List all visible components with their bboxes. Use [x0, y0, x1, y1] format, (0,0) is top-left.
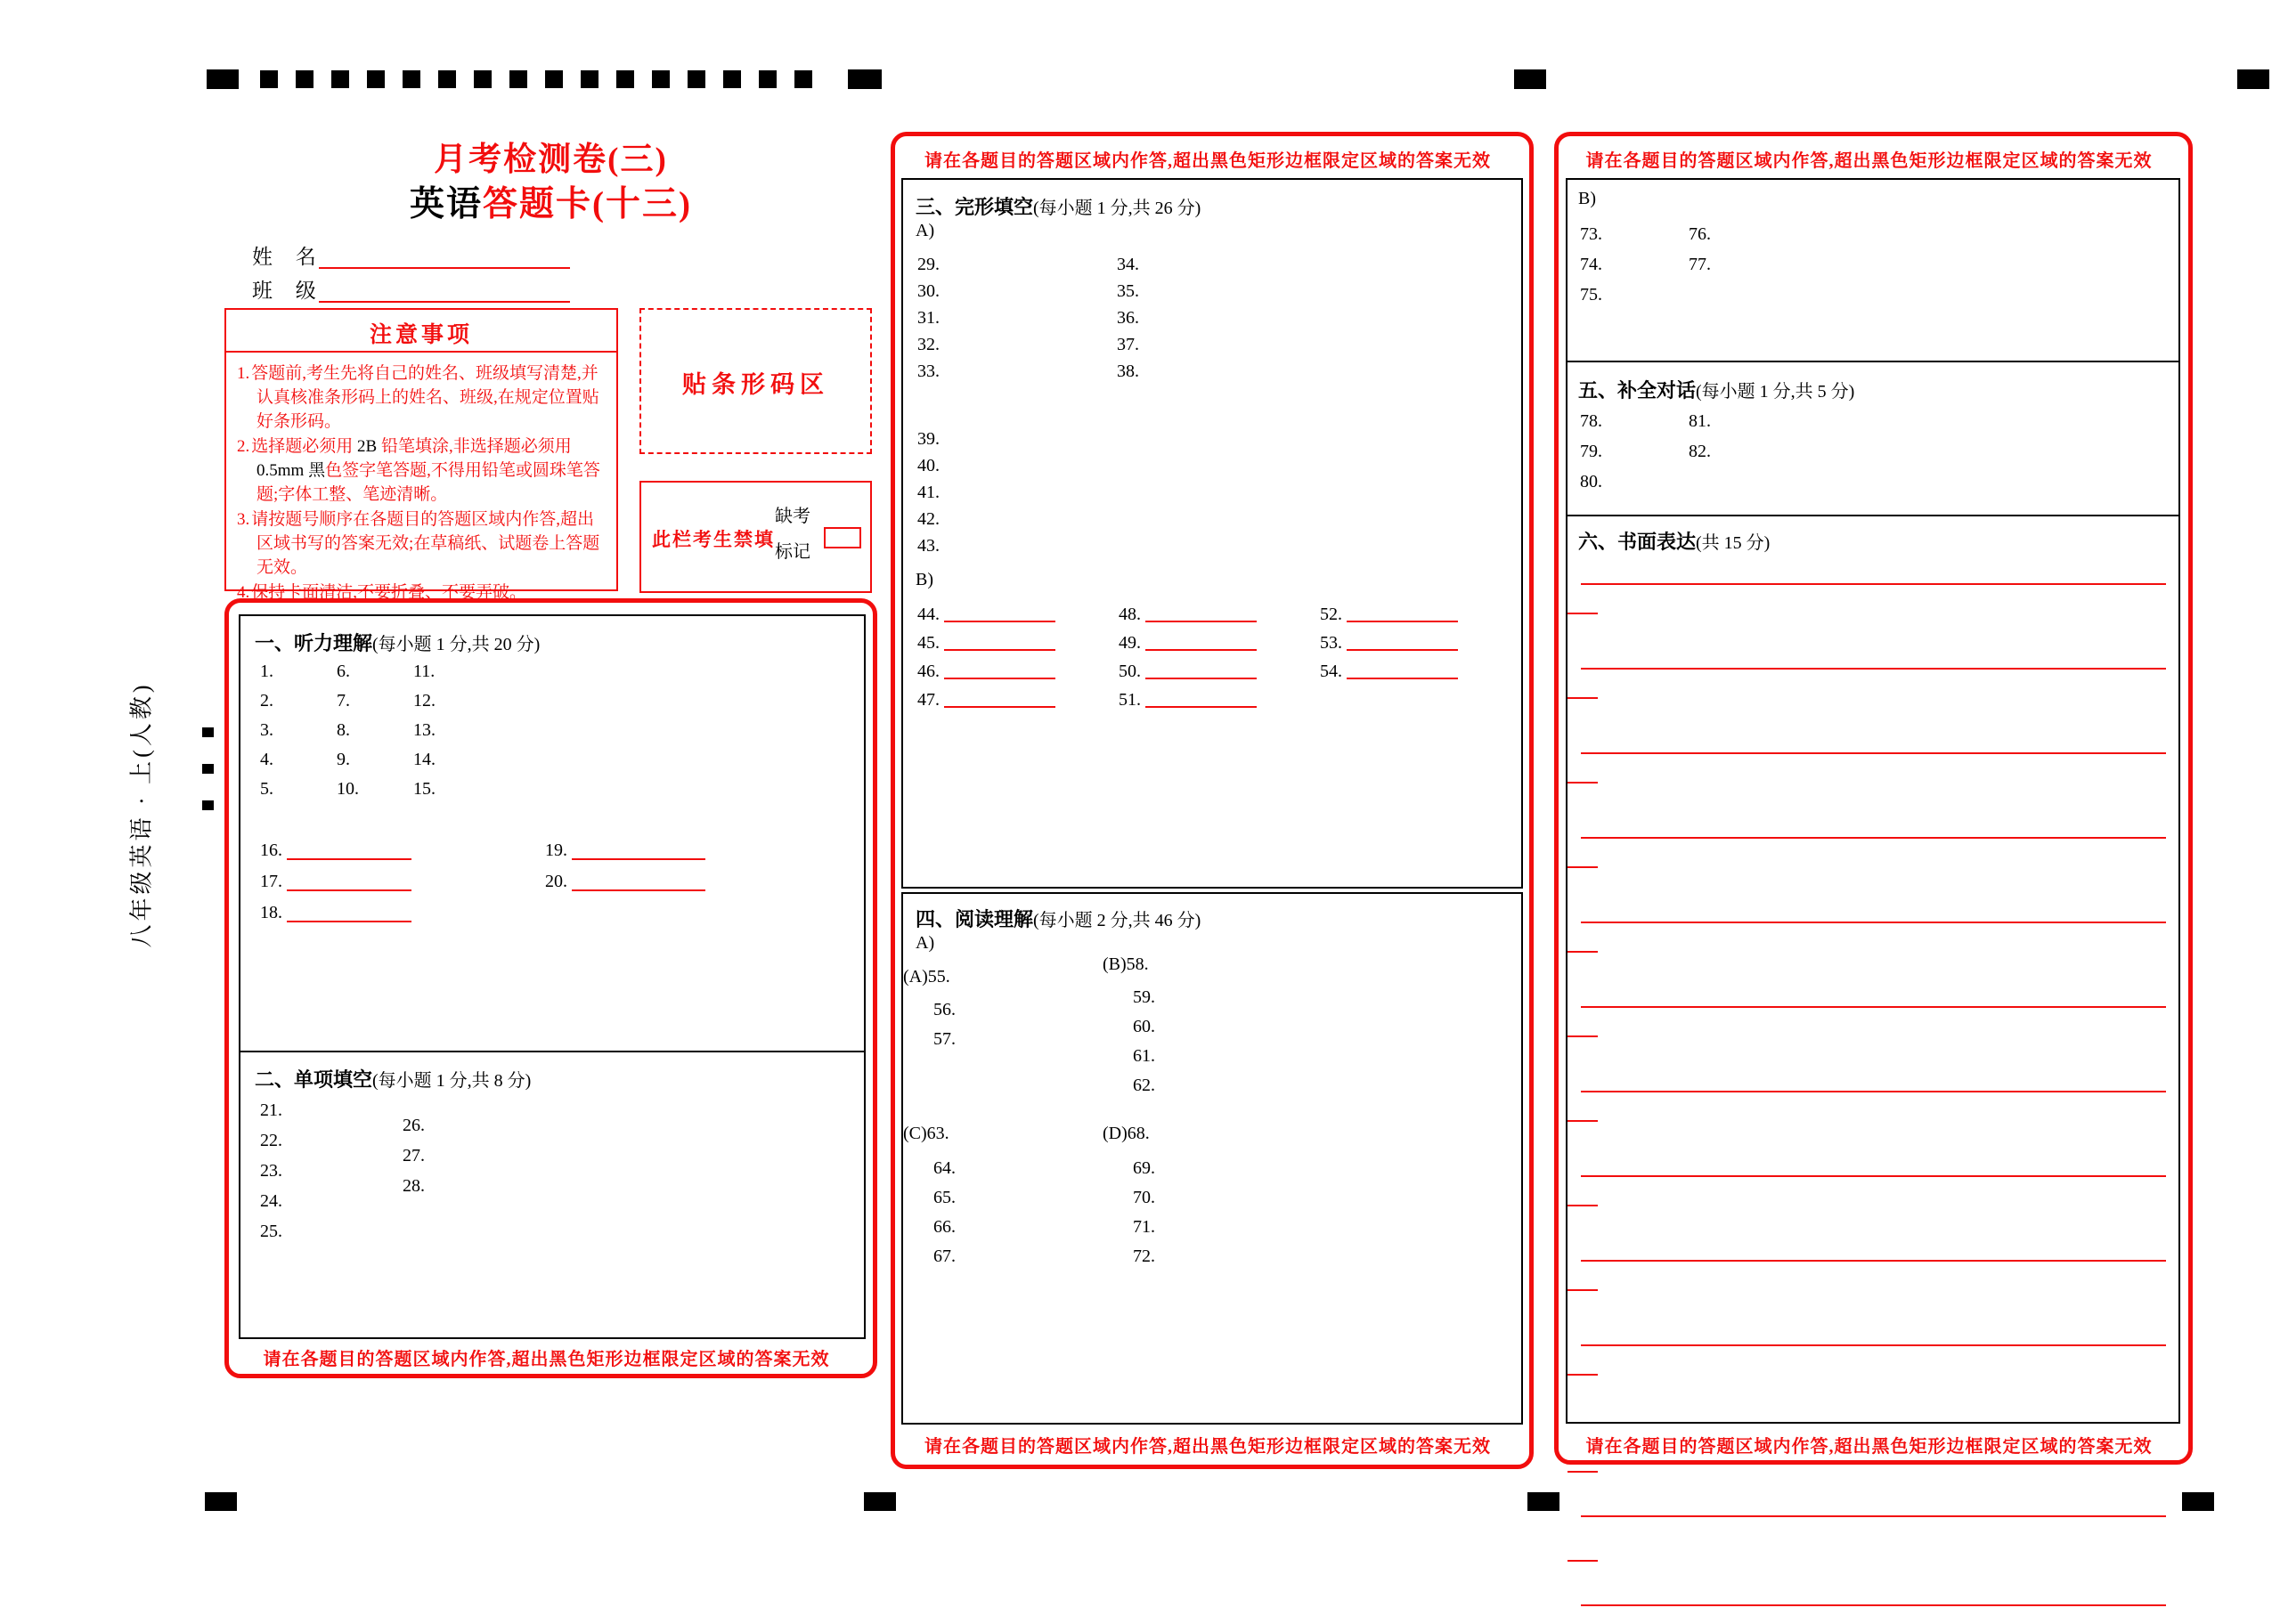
reading-group-b-head: (B)58. — [1103, 954, 1149, 974]
answer-blank-row — [1119, 657, 1257, 686]
cloze-b-col1 — [917, 600, 1055, 714]
left-box-divider — [239, 1051, 864, 1052]
notice-items — [226, 353, 616, 605]
question-number: 76. — [1689, 224, 1711, 244]
answer-blank-row — [917, 629, 1055, 657]
question-number: 44. — [917, 605, 940, 624]
answer-blank-row — [1320, 600, 1458, 629]
writing-area-lines — [1581, 583, 2166, 1384]
question-number: 14. — [413, 750, 436, 769]
answer-blank-row — [1119, 600, 1257, 629]
section-dialogue-heading: 五、补全对话(每小题 1 分,共 5 分) — [1578, 379, 1855, 402]
question-number: 23. — [260, 1161, 282, 1181]
answer-blank-line — [287, 921, 411, 922]
question-number: 33. — [917, 361, 940, 381]
question-number: 29. — [917, 255, 940, 274]
question-number: 24. — [260, 1191, 282, 1211]
question-number: 60. — [1133, 1017, 1155, 1036]
answer-blank-row — [260, 835, 411, 866]
question-number: 12. — [413, 691, 436, 710]
bottom-register-mark-1 — [205, 1492, 237, 1511]
answer-blank-row — [917, 657, 1055, 686]
question-number: 10. — [337, 779, 359, 799]
question-number: 78. — [1580, 411, 1602, 431]
writing-line-dash — [1568, 613, 1598, 614]
question-number: 13. — [413, 720, 436, 740]
question-number: 20. — [545, 872, 567, 891]
writing-line-dash — [1568, 1205, 1598, 1206]
question-number: 43. — [917, 536, 940, 556]
writing-line — [1581, 583, 2166, 585]
question-number: 28. — [403, 1176, 425, 1196]
question-number: 66. — [933, 1217, 956, 1237]
answer-blank-line — [1145, 678, 1257, 679]
question-number: 38. — [1117, 361, 1139, 381]
top-register-mark — [296, 70, 314, 88]
answer-blank-line — [1347, 649, 1458, 651]
reading-b2-col1 — [1580, 219, 1602, 310]
writing-line — [1581, 1175, 2166, 1177]
question-number: 15. — [413, 779, 436, 799]
question-number: 22. — [260, 1131, 282, 1150]
question-number: 59. — [1133, 987, 1155, 1007]
question-number: 5. — [260, 779, 273, 799]
question-number: 52. — [1320, 605, 1342, 624]
answer-blank-line — [944, 678, 1055, 679]
question-number: 47. — [917, 690, 940, 710]
question-number: 51. — [1119, 690, 1141, 710]
top-register-mark-2 — [848, 69, 882, 89]
question-number: 39. — [917, 429, 940, 449]
reading-group-c-rest — [933, 1154, 956, 1271]
question-number: 8. — [337, 720, 350, 740]
writing-line — [1581, 752, 2166, 754]
notice-title: 注意事项 — [369, 323, 473, 347]
top-register-mark-4 — [2237, 69, 2269, 89]
cloze-part-b-label: B) — [916, 570, 933, 589]
writing-line — [1581, 1515, 2166, 1517]
top-register-mark — [509, 70, 527, 88]
writing-line — [1581, 668, 2166, 670]
question-number: 9. — [337, 750, 350, 769]
question-number: 57. — [933, 1029, 956, 1049]
question-number: 81. — [1689, 411, 1711, 431]
listening-numbers-col1 — [260, 657, 273, 804]
side-register-mark-3 — [202, 800, 214, 810]
dialogue-col2 — [1689, 406, 1711, 467]
cloze-a-col1 — [917, 251, 940, 385]
question-number: 80. — [1580, 472, 1602, 491]
absent-mark-checkbox — [824, 527, 861, 548]
writing-line — [1581, 1344, 2166, 1346]
question-number: 46. — [917, 662, 940, 681]
answer-blank-row — [1320, 657, 1458, 686]
single-choice-col1 — [260, 1095, 282, 1246]
class-input-line — [319, 301, 570, 303]
reading-part-b-label: B) — [1578, 189, 1596, 208]
top-register-mark — [403, 70, 420, 88]
writing-line — [1581, 837, 2166, 839]
bottom-register-mark-4 — [2182, 1492, 2214, 1511]
answer-blank-row — [917, 686, 1055, 714]
absent-forbid-label: 此栏考生禁填 — [652, 529, 775, 550]
writing-line — [1581, 1604, 2166, 1606]
name-input-line — [319, 267, 570, 269]
absent-mark-line2: 标记 — [775, 542, 810, 562]
top-register-mark — [723, 70, 741, 88]
notice-box — [224, 308, 618, 602]
reading-group-d-rest — [1133, 1154, 1155, 1271]
question-number: 67. — [933, 1246, 956, 1266]
writing-line — [1581, 1006, 2166, 1008]
edition-side-text: 八年级英语 · 上(人教) — [128, 681, 155, 948]
writing-line-dash — [1568, 1035, 1598, 1037]
absent-mark-box — [639, 481, 872, 593]
answer-blank-row — [545, 866, 705, 897]
answer-card-title-subject: 英语 — [410, 185, 484, 223]
answer-card-title-red: 答题卡(十三) — [483, 185, 692, 223]
listening-blanks-col2 — [545, 835, 705, 897]
top-register-mark — [581, 70, 598, 88]
right-region-top-warning: 请在各题目的答题区域内作答,超出黑色矩形边框限定区域的答案无效 — [1585, 151, 2153, 171]
section-writing-heading: 六、书面表达(共 15 分) — [1578, 531, 1771, 553]
side-register-mark-2 — [202, 764, 214, 774]
question-number: 42. — [917, 509, 940, 529]
writing-line-dash — [1568, 866, 1598, 868]
notice-item: 1. 答题前,考生先将自己的姓名、班级填写清楚,并认真核准条形码上的姓名、班级,在规定位置贴好条形码。 — [237, 364, 599, 431]
question-number: 31. — [917, 308, 940, 328]
question-number: 48. — [1119, 605, 1141, 624]
answer-blank-line — [944, 649, 1055, 651]
question-number: 50. — [1119, 662, 1141, 681]
answer-blank-line — [1145, 649, 1257, 651]
question-number: 18. — [260, 903, 282, 922]
question-number: 64. — [933, 1158, 956, 1178]
question-number: 25. — [260, 1222, 282, 1241]
top-register-mark — [438, 70, 456, 88]
question-number: 72. — [1133, 1246, 1155, 1266]
cloze-b-col2 — [1119, 600, 1257, 714]
answer-blank-line — [287, 858, 411, 860]
bottom-register-mark-2 — [864, 1492, 896, 1511]
question-number: 34. — [1117, 255, 1139, 274]
question-number: 65. — [933, 1188, 956, 1207]
bottom-register-mark-3 — [1527, 1492, 1559, 1511]
reading-part-a-label: A) — [916, 933, 935, 953]
top-register-mark — [260, 70, 278, 88]
writing-line — [1581, 1091, 2166, 1092]
question-number: 73. — [1580, 224, 1602, 244]
top-register-mark — [367, 70, 385, 88]
reading-group-a-head: (A)55. — [903, 967, 950, 987]
side-register-mark-1 — [202, 727, 214, 737]
dialogue-col1 — [1580, 406, 1602, 497]
question-number: 75. — [1580, 285, 1602, 304]
answer-blank-row — [917, 600, 1055, 629]
question-number: 6. — [337, 662, 350, 681]
question-number: 3. — [260, 720, 273, 740]
writing-line-dash — [1568, 1120, 1598, 1122]
cloze-a-col2 — [1117, 251, 1139, 385]
answer-blank-line — [1347, 678, 1458, 679]
right-box-divider-1 — [1566, 361, 2178, 362]
writing-line-dash — [1568, 1560, 1598, 1562]
question-number: 26. — [403, 1116, 425, 1135]
answer-blank-line — [287, 889, 411, 891]
question-number: 16. — [260, 840, 282, 860]
writing-line-dash — [1568, 951, 1598, 953]
question-number: 7. — [337, 691, 350, 710]
writing-line-dash — [1568, 1374, 1598, 1376]
writing-line-dash — [1568, 782, 1598, 784]
question-number: 69. — [1133, 1158, 1155, 1178]
notice-item: 4. 保持卡面清洁,不要折叠、不要弄破。 — [237, 583, 527, 602]
single-choice-col2 — [403, 1110, 425, 1201]
question-number: 70. — [1133, 1188, 1155, 1207]
question-number: 45. — [917, 633, 940, 653]
absent-mark-label — [775, 499, 810, 570]
name-label: 姓 名 — [252, 246, 325, 268]
notice-item: 2. 选择题必须用 2B 铅笔填涂,非选择题必须用 0.5mm 黑色签字笔答题,不得用铅笔或圆珠笔答题;字体工整、笔迹清晰。 — [237, 437, 600, 504]
question-number: 74. — [1580, 255, 1602, 274]
top-register-mark — [474, 70, 492, 88]
section-single-choice-heading: 二、单项填空(每小题 1 分,共 8 分) — [255, 1068, 532, 1091]
answer-blank-line — [944, 706, 1055, 708]
writing-line-dash — [1568, 1471, 1598, 1473]
question-number: 71. — [1133, 1217, 1155, 1237]
writing-line — [1581, 922, 2166, 923]
right-box-divider-2 — [1566, 515, 2178, 516]
question-number: 32. — [917, 335, 940, 354]
question-number: 17. — [260, 872, 282, 891]
reading-group-c-head: (C)63. — [903, 1124, 949, 1143]
question-number: 19. — [545, 840, 567, 860]
question-number: 37. — [1117, 335, 1139, 354]
barcode-area-label: 贴条形码区 — [682, 371, 829, 398]
exam-title: 月考检测卷(三) — [434, 142, 668, 178]
writing-line-dash — [1568, 1289, 1598, 1291]
right-region-bottom-warning: 请在各题目的答题区域内作答,超出黑色矩形边框限定区域的答案无效 — [1585, 1437, 2153, 1457]
question-number: 2. — [260, 691, 273, 710]
question-number: 30. — [917, 281, 940, 301]
writing-line — [1581, 1260, 2166, 1262]
question-number: 4. — [260, 750, 273, 769]
section-cloze-heading: 三、完形填空(每小题 1 分,共 26 分) — [916, 196, 1201, 218]
top-register-mark — [545, 70, 563, 88]
question-number: 11. — [413, 662, 436, 681]
answer-blank-line — [1347, 621, 1458, 622]
middle-region-bottom-warning: 请在各题目的答题区域内作答,超出黑色矩形边框限定区域的答案无效 — [924, 1437, 1491, 1457]
left-region-warning: 请在各题目的答题区域内作答,超出黑色矩形边框限定区域的答案无效 — [263, 1350, 830, 1369]
class-label: 班 级 — [252, 280, 325, 302]
answer-blank-row — [1119, 686, 1257, 714]
reading-b2-col2 — [1689, 219, 1711, 280]
listening-blanks-col1 — [260, 835, 411, 929]
answer-blank-row — [1119, 629, 1257, 657]
top-register-strip — [260, 70, 830, 88]
section-listening-heading: 一、听力理解(每小题 1 分,共 20 分) — [255, 632, 541, 654]
question-number: 62. — [1133, 1076, 1155, 1095]
top-register-mark — [331, 70, 349, 88]
listening-numbers-col3 — [413, 657, 436, 804]
cloze-part-a-label: A) — [916, 221, 935, 240]
question-number: 40. — [917, 456, 940, 475]
question-number: 1. — [260, 662, 273, 681]
answer-blank-line — [572, 858, 705, 860]
question-number: 82. — [1689, 442, 1711, 461]
question-number: 36. — [1117, 308, 1139, 328]
cloze-b-col3 — [1320, 600, 1458, 686]
question-number: 53. — [1320, 633, 1342, 653]
barcode-area — [639, 308, 872, 454]
answer-blank-line — [944, 621, 1055, 622]
question-number: 49. — [1119, 633, 1141, 653]
question-number: 21. — [260, 1100, 282, 1120]
question-number: 61. — [1133, 1046, 1155, 1066]
left-answer-box — [239, 614, 866, 1339]
top-register-mark — [759, 70, 777, 88]
top-register-mark — [688, 70, 705, 88]
middle-region-top-warning: 请在各题目的答题区域内作答,超出黑色矩形边框限定区域的答案无效 — [924, 151, 1491, 171]
reading-group-a-rest — [933, 995, 956, 1054]
question-number: 35. — [1117, 281, 1139, 301]
writing-overflow-lines — [1581, 1471, 2166, 1624]
question-number: 54. — [1320, 662, 1342, 681]
reading-group-d-head: (D)68. — [1103, 1124, 1150, 1143]
top-register-mark — [652, 70, 670, 88]
question-number: 77. — [1689, 255, 1711, 274]
absent-mark-line1: 缺考 — [775, 507, 810, 526]
question-number: 79. — [1580, 442, 1602, 461]
listening-numbers-col2 — [337, 657, 359, 804]
answer-blank-line — [1145, 706, 1257, 708]
cloze-a-col3 — [917, 426, 940, 559]
answer-blank-row — [1320, 629, 1458, 657]
question-number: 27. — [403, 1146, 425, 1165]
writing-line-dash — [1568, 697, 1598, 699]
reading-answer-box — [901, 892, 1523, 1425]
cloze-answer-box — [901, 178, 1523, 889]
reading-group-b-rest — [1133, 983, 1155, 1100]
top-register-mark — [794, 70, 812, 88]
top-left-register-mark — [207, 69, 239, 89]
answer-blank-row — [545, 835, 705, 866]
top-register-mark-3 — [1514, 69, 1546, 89]
answer-blank-line — [572, 889, 705, 891]
answer-blank-row — [260, 866, 411, 897]
section-reading-heading: 四、阅读理解(每小题 2 分,共 46 分) — [916, 908, 1201, 930]
question-number: 56. — [933, 1000, 956, 1019]
answer-blank-line — [1145, 621, 1257, 622]
answer-card-title — [224, 176, 877, 226]
answer-blank-row — [260, 897, 411, 929]
top-register-mark — [616, 70, 634, 88]
notice-item: 3. 请按题号顺序在各题目的答题区域内作答,超出区域书写的答案无效;在草稿纸、试题卷上答题无效。 — [237, 510, 600, 577]
question-number: 41. — [917, 483, 940, 502]
